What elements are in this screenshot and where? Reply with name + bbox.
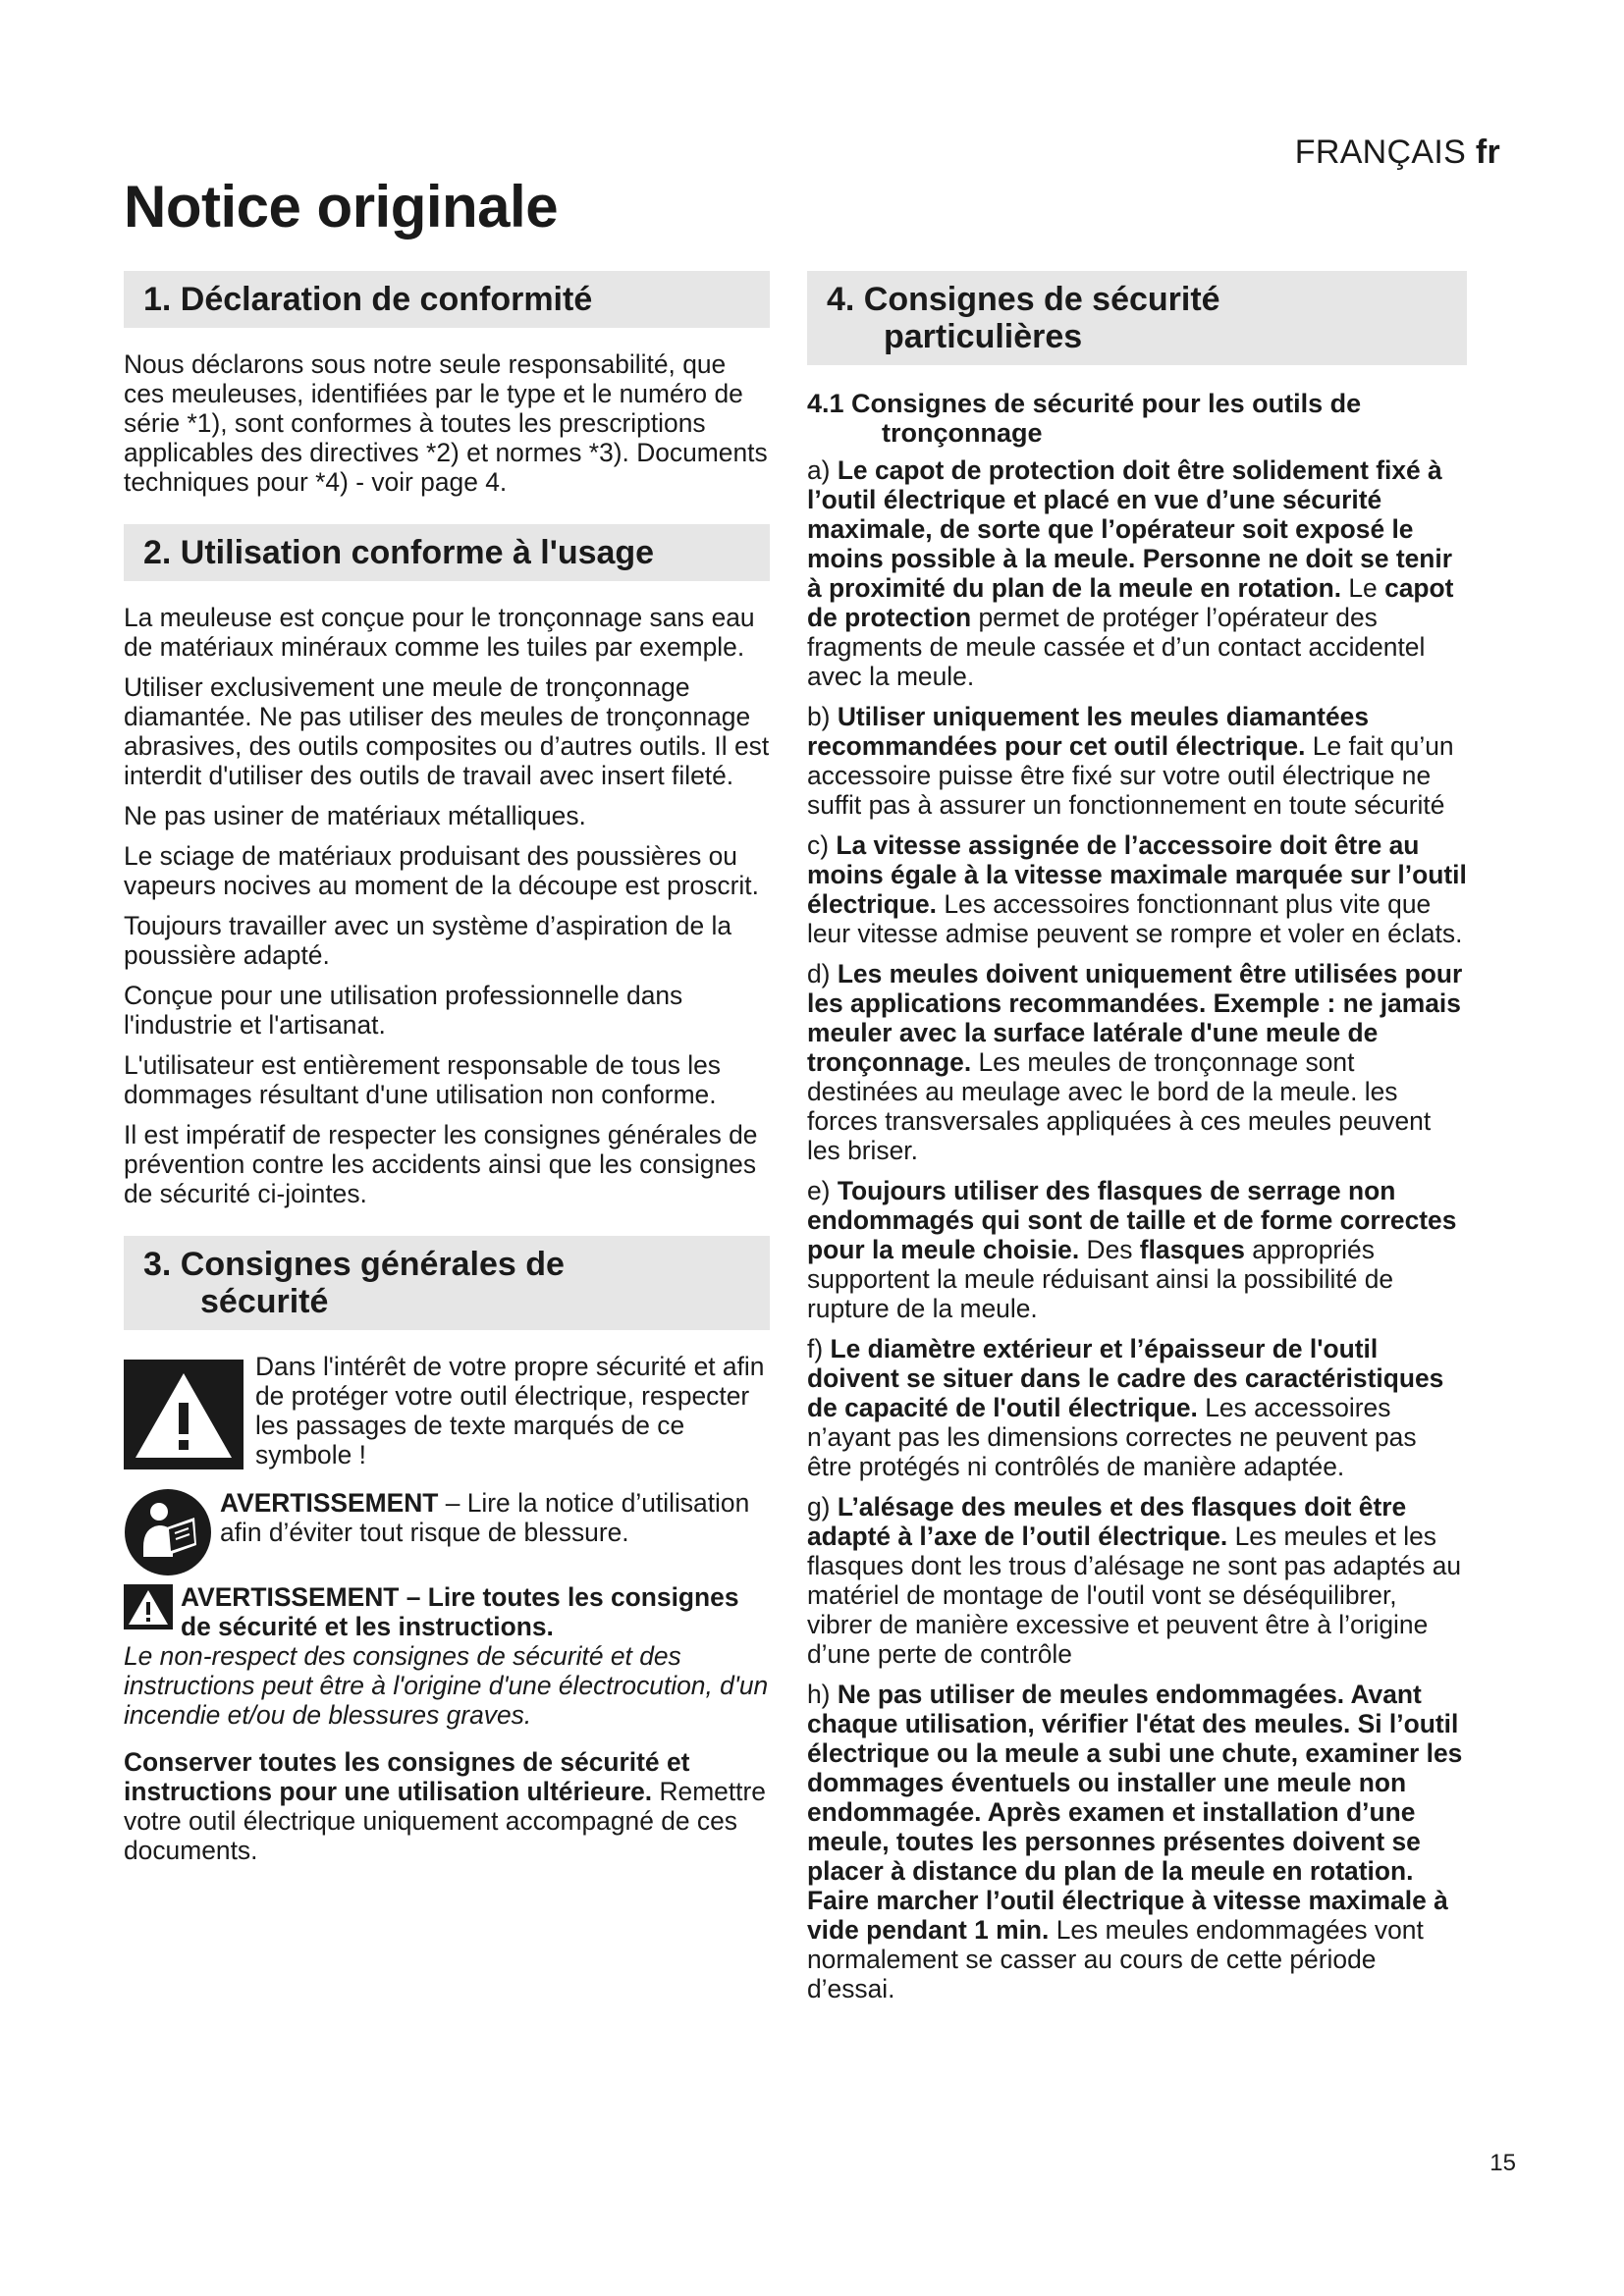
keep-instructions-bold: Conserver toutes les consignes de sécurité et instructions pour une utilisation ultérieure. <box>124 1747 690 1806</box>
safety-item-mid: Le <box>1341 573 1385 603</box>
section-2-para: L'utilisateur est entièrement responsable de tous les dommages résultant d'une utilisation non conforme. <box>124 1050 721 1109</box>
safety-item-bold: Utiliser uniquement les meules diamantées recommandées pour cet outil électrique. <box>807 702 1370 761</box>
section-2-para: Le sciage de matériaux produisant des poussières ou vapeurs nocives au moment de la découpe est proscrit. <box>124 841 759 900</box>
safety-item-text: Les accessoires n’ayant pas les dimensions correctes ne peuvent pas être protégés ni contrôlés de manière adaptée. <box>807 1393 1417 1481</box>
safety-item-label: e) <box>807 1176 838 1205</box>
page-number: 15 <box>1489 2150 1516 2176</box>
safety-item-bold: Les meules doivent uniquement être utilisées pour les applications recommandées. Exemple : ne jamais meuler avec la surface latérale d'une meule de tronçonnage. <box>807 959 1463 1077</box>
safety-item <box>807 455 1467 691</box>
section-1-heading: 1. Déclaration de conformité <box>124 271 770 328</box>
warning-general-italic: Le non-respect des consignes de sécurité et des instructions peut être à l'origine d'une électrocution, d'un incendie et/ou de blessures graves. <box>124 1641 769 1730</box>
safety-item-text: permet de protéger l’opérateur des fragments de meule cassée et d’un contact accidentel avec la meule. <box>807 603 1426 691</box>
section-2-para: Il est impératif de respecter les consignes générales de prévention contre les accidents ainsi que les consignes de sécurité ci-jointes. <box>124 1120 758 1208</box>
safety-item-label: f) <box>807 1334 831 1363</box>
safety-item <box>807 702 1467 820</box>
safety-item-bold: Le diamètre extérieur et l’épaisseur de l'outil doivent se situer dans le cadre des caractéristiques de capacité de l'outil électrique. <box>807 1334 1444 1422</box>
safety-item-text: Les meules et les flasques dont les trous d’alésage ne sont pas adaptés au matériel de montage de l'outil vont se déséquilibrer, vibrer de manière excessive et peuvent être à l’origine d’une perte de contrôle <box>807 1522 1462 1669</box>
safety-item-label: a) <box>807 455 838 485</box>
warning-label: AVERTISSEMENT <box>220 1488 439 1518</box>
safety-item-label: c) <box>807 830 837 860</box>
safety-item-mid: Des <box>1079 1235 1140 1264</box>
warning-read-manual <box>124 1488 770 1576</box>
section-2-para: Conçue pour une utilisation professionnelle dans l'industrie et l'artisanat. <box>124 981 683 1040</box>
section-4-heading <box>807 271 1467 365</box>
safety-item <box>807 830 1467 948</box>
section-2-para: Ne pas usiner de matériaux métalliques. <box>124 801 586 830</box>
safety-item-text: Les accessoires fonctionnant plus vite que leur vitesse admise peuvent se rompre et voler en éclats. <box>807 889 1463 948</box>
left-column <box>124 271 770 1876</box>
read-manual-icon <box>124 1488 212 1576</box>
warning-read-manual-text <box>220 1488 770 1547</box>
safety-item <box>807 959 1467 1165</box>
safety-items <box>807 455 1467 2003</box>
section-2-para: Utiliser exclusivement une meule de tronçonnage diamantée. Ne pas utiliser des meules de tronçonnage abrasives, des outils composites ou d’autres outils. Il est interdit d'utiliser des outils de travail avec insert fileté. <box>124 672 770 790</box>
safety-item-label: b) <box>807 702 838 731</box>
language-code: fr <box>1475 133 1500 171</box>
keep-instructions-text: Remettre votre outil électrique uniquement accompagné de ces documents. <box>124 1777 766 1865</box>
safety-item-bold: Le capot de protection doit être solidement fixé à l’outil électrique et placé en vue d’une sécurité maximale, de sorte que l’opérateur soit exposé le moins possible à la meule. Personne ne doit se tenir à proximité du plan de la meule en rotation. <box>807 455 1453 603</box>
section-2-para: Toujours travailler avec un système d’aspiration de la poussière adapté. <box>124 911 732 970</box>
safety-item-bold: L’alésage des meules et des flasques doit être adapté à l’axe de l’outil électrique. <box>807 1492 1407 1551</box>
safety-item-bold: La vitesse assignée de l’accessoire doit être au moins égale à la vitesse maximale marquée sur l’outil électrique. <box>807 830 1467 919</box>
section-4-heading-line1: 4. Consignes de sécurité <box>827 281 1220 318</box>
warning-read-manual-body: – Lire la notice d’utilisation afin d’éviter tout risque de blessure. <box>220 1488 750 1547</box>
keep-instructions <box>124 1747 770 1865</box>
safety-item-bold: Ne pas utiliser de meules endommagées. Avant chaque utilisation, vérifier l'état des meules. Si l’outil électrique ou la meule a subi une chute, examiner les dommages éventuels ou installer une meule non endommagée. Après examen et installation d’une meule, toutes les personnes présentes doivent se placer à distance du plan de la meule en rotation. Faire marcher l’outil électrique à vitesse maximale à vide pendant 1 min. <box>807 1680 1463 1945</box>
safety-item-label: h) <box>807 1680 838 1709</box>
right-column <box>807 271 1467 2014</box>
page-title: Notice originale <box>124 174 559 240</box>
safety-item <box>807 1492 1467 1669</box>
safety-item <box>807 1680 1467 2003</box>
section-1-text: Nous déclarons sous notre seule responsabilité, que ces meuleuses, identifiées par le type et le numéro de série *1), sont conformes à toutes les prescriptions applicables des directives *2) et normes *3). Documents techniques pour *4) - voir page 4. <box>124 349 768 497</box>
symbol-note-text: Dans l'intérêt de votre propre sécurité et afin de protéger votre outil électrique, respecter les passages de texte marqués de ce symbole ! <box>255 1352 765 1469</box>
language-name: FRANÇAIS <box>1294 133 1467 171</box>
section-3-heading-line2: sécurité <box>200 1283 329 1320</box>
safety-item-bold2: capot de protection <box>807 573 1454 632</box>
subsection-4-1-line1: 4.1 Consignes de sécurité pour les outils de <box>807 389 1362 418</box>
safety-item-bold: Toujours utiliser des flasques de serrage non endommagés qui sont de taille et de forme correctes pour la meule choisie. <box>807 1176 1457 1264</box>
safety-item <box>807 1176 1467 1323</box>
subsection-4-1-line2: tronçonnage <box>882 418 1043 448</box>
safety-item-bold2: flasques <box>1139 1235 1245 1264</box>
safety-item-text: Les meules de tronçonnage sont destinées au meulage avec le bord de la meule. les forces transversales appliquées à ces meules peuvent les briser. <box>807 1047 1432 1165</box>
safety-item-text: Les meules endommagées vont normalement se casser au cours de cette période d’essai. <box>807 1915 1424 2003</box>
warning-general-bold: AVERTISSEMENT – Lire toutes les consignes de sécurité et les instructions. <box>181 1582 739 1641</box>
symbol-note <box>124 1352 770 1480</box>
warning-triangle-icon <box>124 1360 244 1469</box>
safety-item-label: d) <box>807 959 838 988</box>
small-warning-icon <box>124 1584 173 1629</box>
section-3-heading <box>124 1236 770 1330</box>
section-2-para: La meuleuse est conçue pour le tronçonnage sans eau de matériaux minéraux comme les tuiles par exemple. <box>124 603 755 662</box>
section-2-heading: 2. Utilisation conforme à l'usage <box>124 524 770 581</box>
section-3-heading-line1: 3. Consignes générales de <box>143 1246 565 1283</box>
language-label <box>1295 133 1500 172</box>
safety-item-text: Le fait qu’un accessoire puisse être fixé sur votre outil électrique ne suffit pas à assurer un fonctionnement en toute sécurité <box>807 731 1454 820</box>
safety-item <box>807 1334 1467 1481</box>
safety-item-text: appropriés supportent la meule réduisant ainsi la possibilité de rupture de la meule. <box>807 1235 1394 1323</box>
section-4-heading-line2: particulières <box>884 318 1083 355</box>
subsection-4-1-heading <box>807 389 1467 448</box>
safety-item-label: g) <box>807 1492 838 1522</box>
warning-general <box>124 1582 770 1641</box>
